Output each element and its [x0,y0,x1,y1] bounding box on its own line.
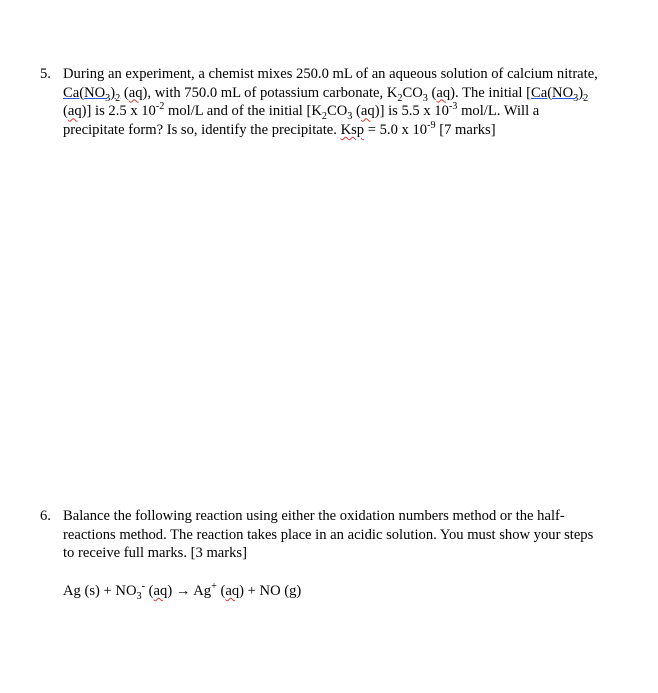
question-6-text: Balance the following reaction using either the oxidation numbers method or the half-reactions method. The reaction takes place in an acidic solution. You must show your steps to receive full marks. [3 marks] [63,508,594,562]
question-6 [40,507,600,601]
ksp-term: Ksp [340,122,365,139]
reaction-equation: Ag $(s) + NO_3^-$ (aq) → Ag+ (aq) + NO (g) [63,581,302,603]
question-6-number: 6. [40,508,51,524]
question-5-number: 5. [40,66,51,82]
question-5-text: During an experiment, a chemist mixes 250.0 mL of an aqueous solution of calcium nitrate, $Ca(NO_3)_2$ (aq), with 750.0 mL of potassium carbonate, $K_2CO_3$ (aq). The initial [$Ca(NO_3)_2$ (aq)] is 2.5 x $10^{-2}$ mol/L and of the initial [$K_2CO_3$ (aq)] is 5.5 x $10^{-3}$ mol/L. Will a precipitate form? Is so, identify the precipitate. Ksp = 5.0 x $10^{-9}$ [7 marks] [63,66,598,139]
question-5 [40,65,600,140]
